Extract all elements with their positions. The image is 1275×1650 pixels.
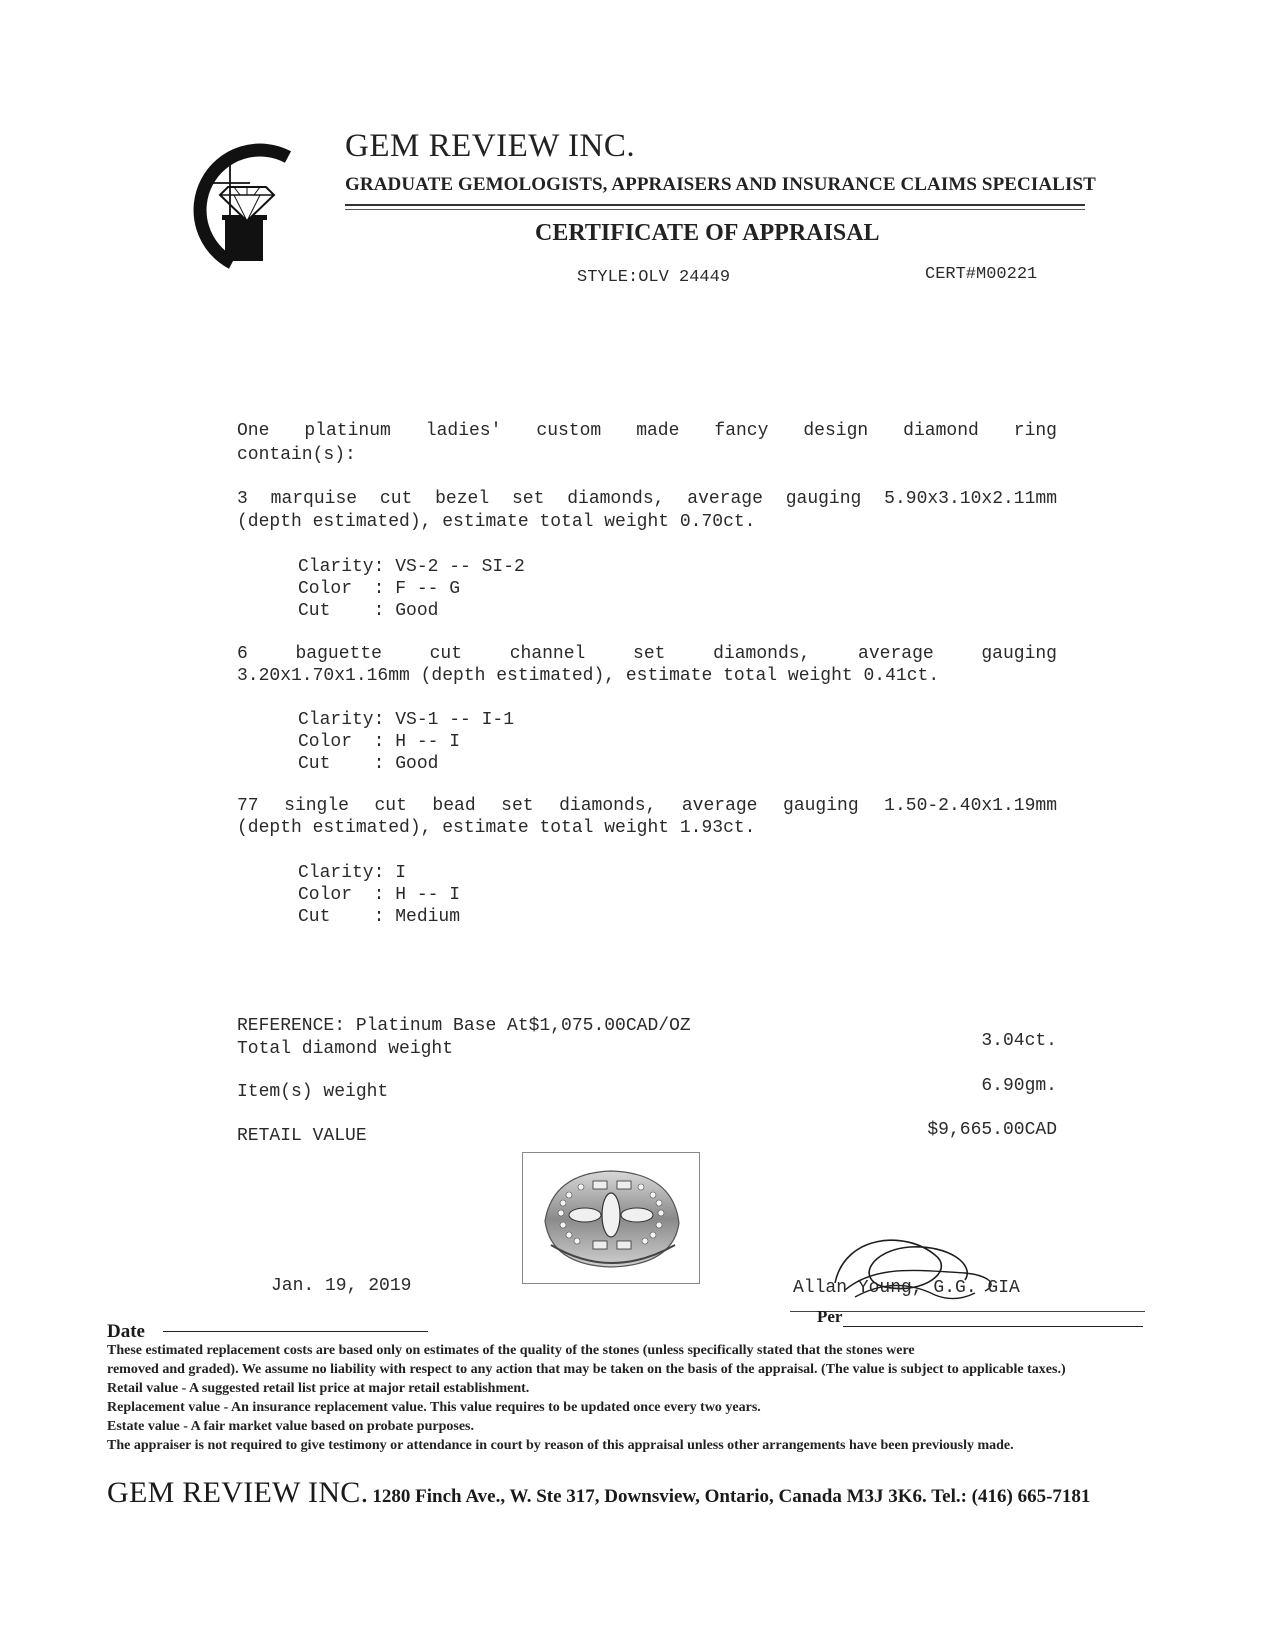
- cut-grade: Cut : Medium: [298, 907, 461, 927]
- stone-group-description-cont: (depth estimated), estimate total weight 1.93ct.: [237, 818, 756, 838]
- clarity-grade: Clarity: VS-2 -- SI-2: [298, 557, 525, 577]
- appraiser-name: Allan Young, G.G. GIA: [793, 1278, 1020, 1298]
- per-signature-line: [843, 1326, 1143, 1327]
- stone-group-description-cont: 3.20x1.70x1.16mm (depth estimated), estimate total weight 0.41ct.: [237, 666, 940, 686]
- per-label: Per: [817, 1307, 843, 1326]
- footer: [107, 1476, 1090, 1510]
- item-weight-label: Item(s) weight: [237, 1082, 389, 1102]
- disclaimer-line: Estate value - A fair market value based on probate purposes.: [107, 1419, 474, 1434]
- gem-review-logo-icon: [170, 135, 300, 270]
- disclaimer-line: The appraiser is not required to give testimony or attendance in court by reason of this appraisal unless other arrangements have been previously made.: [107, 1438, 1014, 1453]
- disclaimer-line: Replacement value - An insurance replacement value. This value requires to be updated once every two years.: [107, 1400, 761, 1415]
- ring-photo: [522, 1152, 700, 1284]
- color-grade: Color : H -- I: [298, 732, 461, 752]
- company-tagline: GRADUATE GEMOLOGISTS, APPRAISERS AND INSURANCE CLAIMS SPECIALIST: [345, 174, 1096, 195]
- total-diamond-weight-value: 3.04ct.: [981, 1031, 1057, 1051]
- disclaimer-line: Retail value - A suggested retail list price at major retail establishment.: [107, 1381, 530, 1396]
- ring-image-icon: [523, 1153, 699, 1283]
- retail-value-label: RETAIL VALUE: [237, 1126, 367, 1146]
- style-number: STYLE:OLV 24449: [577, 268, 731, 287]
- signature-line: [790, 1311, 1145, 1312]
- cut-grade: Cut : Good: [298, 601, 439, 621]
- clarity-grade: Clarity: VS-1 -- I-1: [298, 710, 515, 730]
- disclaimer-line: These estimated replacement costs are based only on estimates of the quality of the stones (unless specifically stated that the stones were: [107, 1343, 915, 1358]
- item-weight-value: 6.90gm.: [981, 1076, 1057, 1096]
- color-grade: Color : H -- I: [298, 885, 461, 905]
- date-label: Date: [107, 1321, 145, 1342]
- stone-group-description: 77 single cut bead set diamonds, average gauging 1.50-2.40x1.19mm: [237, 796, 1057, 816]
- stone-group-description: 3 marquise cut bezel set diamonds, average gauging 5.90x3.10x2.11mm: [237, 489, 1057, 509]
- header-divider-thin: [345, 209, 1085, 210]
- header-divider: [345, 204, 1085, 206]
- cut-grade: Cut : Good: [298, 754, 439, 774]
- retail-value: $9,665.00CAD: [927, 1120, 1057, 1140]
- item-description: One platinum ladies' custom made fancy design diamond ring: [237, 421, 1057, 441]
- stone-group-description-cont: (depth estimated), estimate total weight 0.70ct.: [237, 512, 756, 532]
- footer-company-name: GEM REVIEW INC.: [107, 1476, 369, 1509]
- disclaimer-line: removed and graded). We assume no liability with respect to any action that may be taken on the basis of the appraisal. (The value is subject to applicable taxes.): [107, 1362, 1066, 1377]
- certificate-title: CERTIFICATE OF APPRAISAL: [535, 220, 880, 246]
- appraisal-date: Jan. 19, 2019: [271, 1276, 412, 1296]
- certificate-number: CERT#M00221: [925, 265, 1038, 284]
- item-description-cont: contain(s):: [237, 445, 356, 465]
- company-name: GEM REVIEW INC.: [345, 128, 636, 164]
- reference-price: REFERENCE: Platinum Base At$1,075.00CAD/OZ: [237, 1016, 691, 1036]
- footer-address: 1280 Finch Ave., W. Ste 317, Downsview, Ontario, Canada M3J 3K6. Tel.: (416) 665-7181: [372, 1486, 1091, 1507]
- stone-group-description: 6 baguette cut channel set diamonds, average gauging: [237, 644, 1057, 664]
- total-diamond-weight-label: Total diamond weight: [237, 1039, 454, 1059]
- date-line: [163, 1331, 428, 1332]
- clarity-grade: Clarity: I: [298, 863, 407, 883]
- color-grade: Color : F -- G: [298, 579, 461, 599]
